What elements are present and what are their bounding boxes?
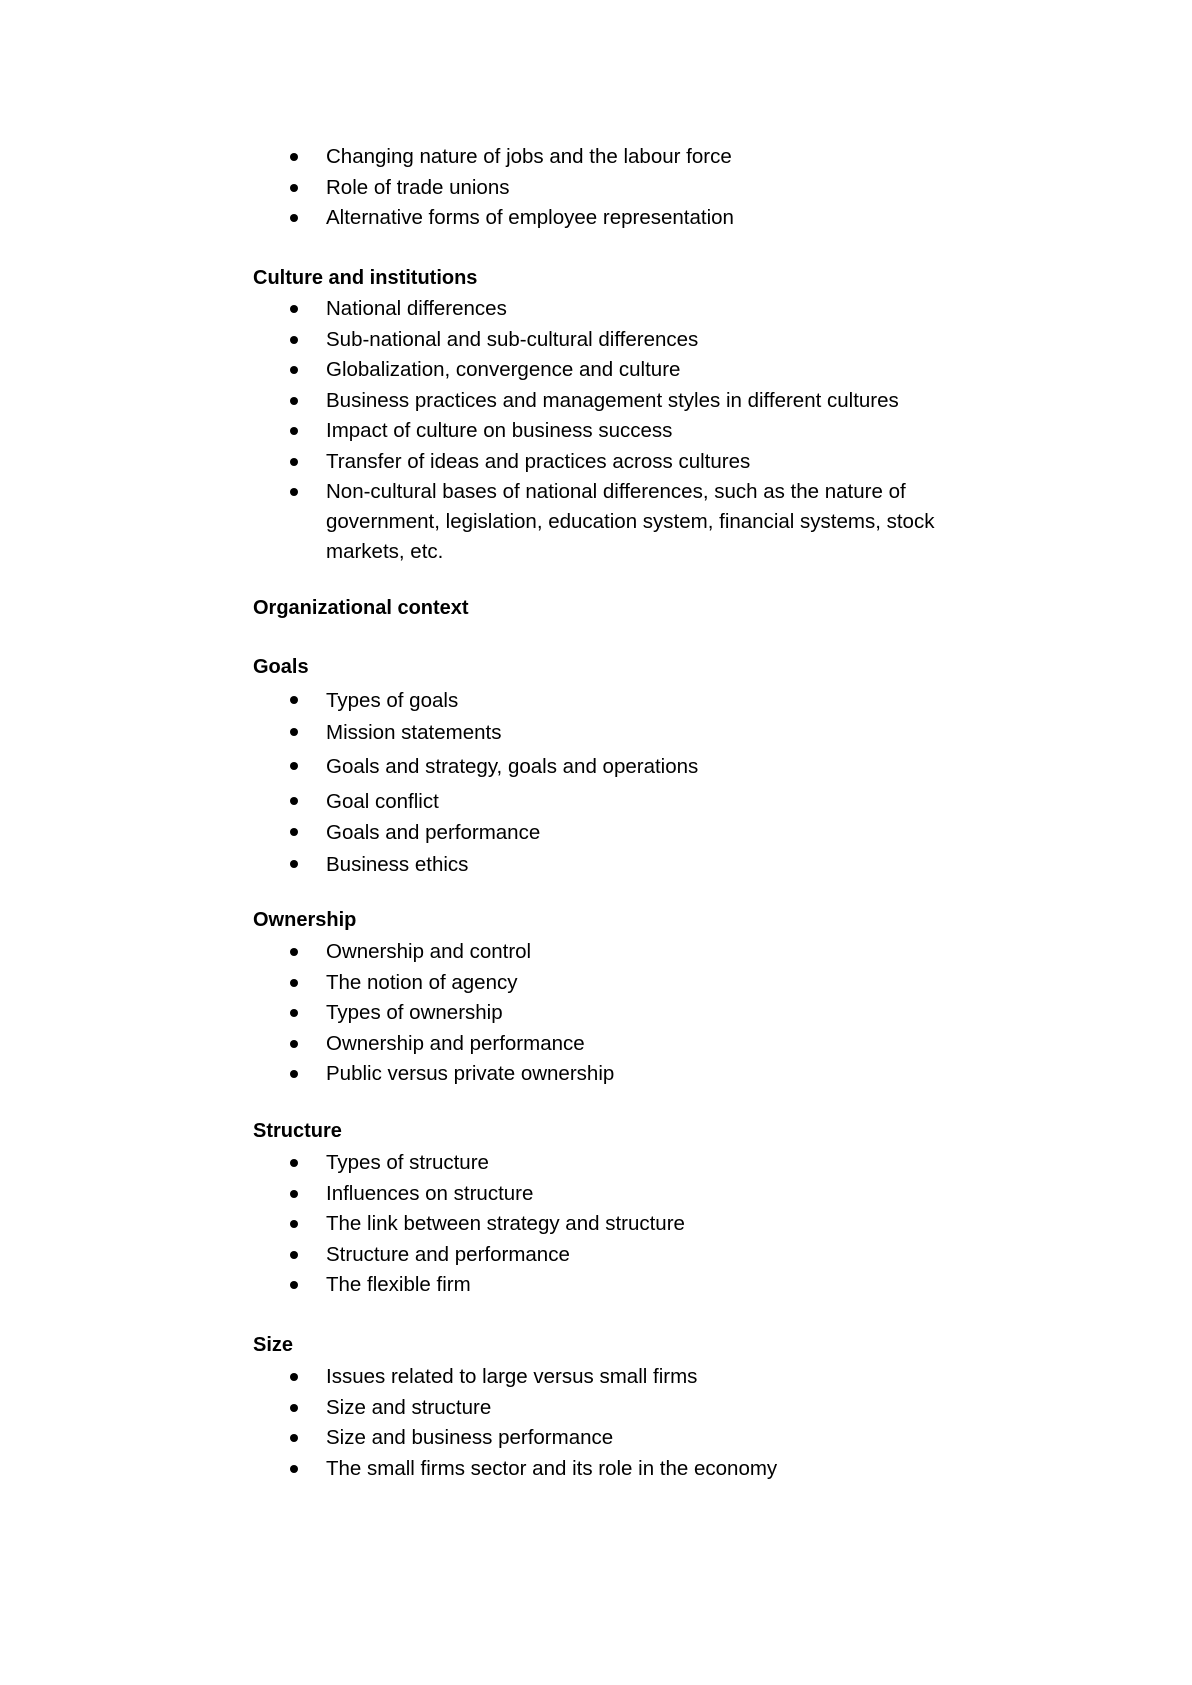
list-item: Issues related to large versus small firms [253,1362,1013,1393]
bullet-icon [290,153,298,161]
bullet-icon [290,762,298,770]
list-item: Business ethics [253,849,1013,881]
bullet-icon [290,366,298,374]
list-item: Goals and strategy, goals and operations [253,751,1013,783]
list-item: Business practices and management styles in different cultures [253,386,1013,417]
list-item: National differences [253,294,1013,325]
bullet-icon [290,728,298,736]
bullet-icon [290,696,298,704]
bullet-icon [290,979,298,987]
bullet-icon [290,860,298,868]
section-heading-goals: Goals [253,656,309,678]
list-item: Changing nature of jobs and the labour force [253,142,1013,173]
list-item: Influences on structure [253,1179,1013,1210]
bullet-icon [290,828,298,836]
ownership-list [253,937,1013,1090]
list-item: Size and structure [253,1393,1013,1424]
list-item: Types of structure [253,1148,1013,1179]
bullet-icon [290,797,298,805]
bullet-icon [290,1009,298,1017]
section-heading-culture: Culture and institutions [253,267,478,289]
list-item: The small firms sector and its role in the economy [253,1454,1013,1485]
list-item: Ownership and performance [253,1029,1013,1060]
list-item: Public versus private ownership [253,1059,1013,1090]
bullet-icon [290,1434,298,1442]
list-item: Goals and performance [253,817,1013,849]
list-item: Alternative forms of employee representation [253,203,1013,234]
list-item: Sub-national and sub-cultural differences [253,325,1013,356]
list-item: Globalization, convergence and culture [253,355,1013,386]
bullet-icon [290,1251,298,1259]
bullet-icon [290,458,298,466]
list-item: Impact of culture on business success [253,416,1013,447]
list-item: Size and business performance [253,1423,1013,1454]
bullet-icon [290,1159,298,1167]
intro-list [253,142,1013,234]
list-item: The link between strategy and structure [253,1209,1013,1240]
size-list [253,1362,1013,1484]
list-item: Types of goals [253,685,1013,717]
list-item: Role of trade unions [253,173,1013,204]
goals-list [253,685,1013,880]
list-item: The flexible firm [253,1270,1013,1301]
bullet-icon [290,1070,298,1078]
bullet-icon [290,1465,298,1473]
list-item: Types of ownership [253,998,1013,1029]
list-item: Goal conflict [253,786,1013,818]
bullet-icon [290,1190,298,1198]
list-item: Non-cultural bases of national differences, such as the nature of government, legislation, education system, financial systems, stock markets, etc. [253,477,1013,567]
bullet-icon [290,1404,298,1412]
bullet-icon [290,1373,298,1381]
bullet-icon [290,948,298,956]
list-item: Ownership and control [253,937,1013,968]
list-item: Structure and performance [253,1240,1013,1271]
bullet-icon [290,305,298,313]
bullet-icon [290,336,298,344]
bullet-icon [290,1281,298,1289]
bullet-icon [290,397,298,405]
bullet-icon [290,184,298,192]
list-item: Transfer of ideas and practices across cultures [253,447,1013,478]
bullet-icon [290,488,298,496]
bullet-icon [290,1040,298,1048]
structure-list [253,1148,1013,1301]
bullet-icon [290,1220,298,1228]
bullet-icon [290,427,298,435]
list-item: The notion of agency [253,968,1013,999]
section-heading-structure: Structure [253,1120,342,1142]
list-item: Mission statements [253,717,1013,749]
section-heading-ownership: Ownership [253,909,357,931]
culture-list [253,294,1013,567]
bullet-icon [290,214,298,222]
section-heading-size: Size [253,1334,294,1356]
section-heading-organizational-context: Organizational context [253,597,469,619]
